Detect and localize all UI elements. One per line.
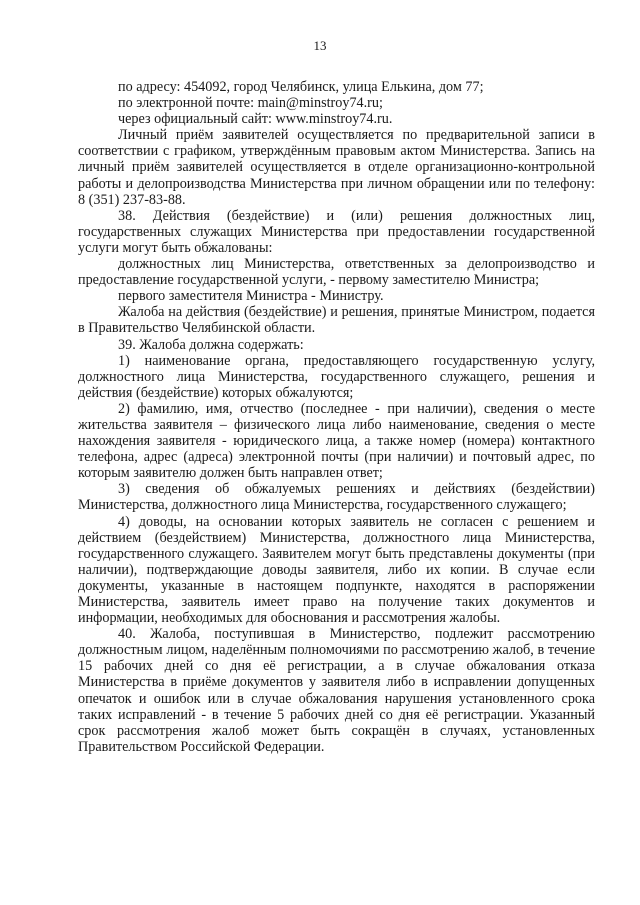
paragraph-38: 38. Действия (бездействие) и (или) решения должностных лиц, государственных служащих Министерства при предоставлении государственной услуги могут быть обжалованы: bbox=[78, 207, 595, 256]
paragraph-39-item-1: 1) наименование органа, предоставляющего государственную услугу, должностного лица Министерства, государственного служащего, решения и действия (бездействие) которых обжалуются; bbox=[78, 352, 595, 401]
paragraph-40: 40. Жалоба, поступившая в Министерство, подлежит рассмотрению должностным лицом, наделённым полномочиями по рассмотрению жалоб, в течение 15 рабочих дней со дня её регистрации, а в случае обжалования отказа Министерства в приёме документов у заявителя либо в исправлении допущенных опечаток и ошибок или в случае обжалования нарушения установленного срока таких исправлений - в течение 5 рабочих дней со дня её регистрации. Указанный срок рассмотрения жалоб может быть сокращён в случаях, установленных Правительством Российской Федерации. bbox=[78, 626, 595, 755]
paragraph-39-item-2: 2) фамилию, имя, отчество (последнее - при наличии), сведения о месте жительства заявителя – физического лица либо наименование, сведения о месте нахождения заявителя - юридического лица, а также номер (номера) контактного телефона, адрес (адреса) электронной почты (при наличии) и почтовый адрес, по которым заявителю должен быть направлен ответ; bbox=[78, 400, 595, 482]
document-body bbox=[78, 79, 595, 755]
paragraph-38-minister: Жалоба на действия (бездействие) и решения, принятые Министром, подается в Правительство Челябинской области. bbox=[78, 304, 595, 337]
paragraph-38-deputy: первого заместителя Министра - Министру. bbox=[118, 288, 384, 305]
address-line: по адресу: 454092, город Челябинск, улица Елькина, дом 77; bbox=[118, 79, 484, 95]
website-line: через официальный сайт: www.minstroy74.ru. bbox=[118, 111, 393, 128]
email-line: по электронной почте: main@minstroy74.ru; bbox=[118, 95, 383, 112]
paragraph-39-item-3: 3) сведения об обжалуемых решениях и действиях (бездействии) Министерства, должностного лица Министерства, государственного служащего; bbox=[78, 481, 595, 514]
paragraph-39: 39. Жалоба должна содержать: bbox=[118, 336, 304, 353]
paragraph-personal-reception: Личный приём заявителей осуществляется по предварительной записи в соответствии с графиком, утверждённым правовым актом Министерства. Запись на личный приём заявителей осуществляется в отделе организационно-контрольной работы и делопроизводства Министерства при личном обращении или по телефону: 8 (351) 237-83-88. bbox=[78, 127, 595, 208]
page-number: 13 bbox=[313, 38, 327, 53]
paragraph-38-officials: должностных лиц Министерства, ответственных за делопроизводство и предоставление государственной услуги, - первому заместителю Министра; bbox=[78, 256, 595, 289]
paragraph-39-item-4: 4) доводы, на основании которых заявитель не согласен с решением и действием (бездействием) Министерства, должностного лица Министерства, государственного служащего. Заявителем могут быть представлены документы (при наличии), подтверждающие доводы заявителя, либо их копии. В случае если документы, указанные в настоящем подпункте, находятся в распоряжении Министерства, заявитель имеет право на получение таких документов и информации, необходимых для обоснования и рассмотрения жалобы. bbox=[78, 513, 595, 627]
